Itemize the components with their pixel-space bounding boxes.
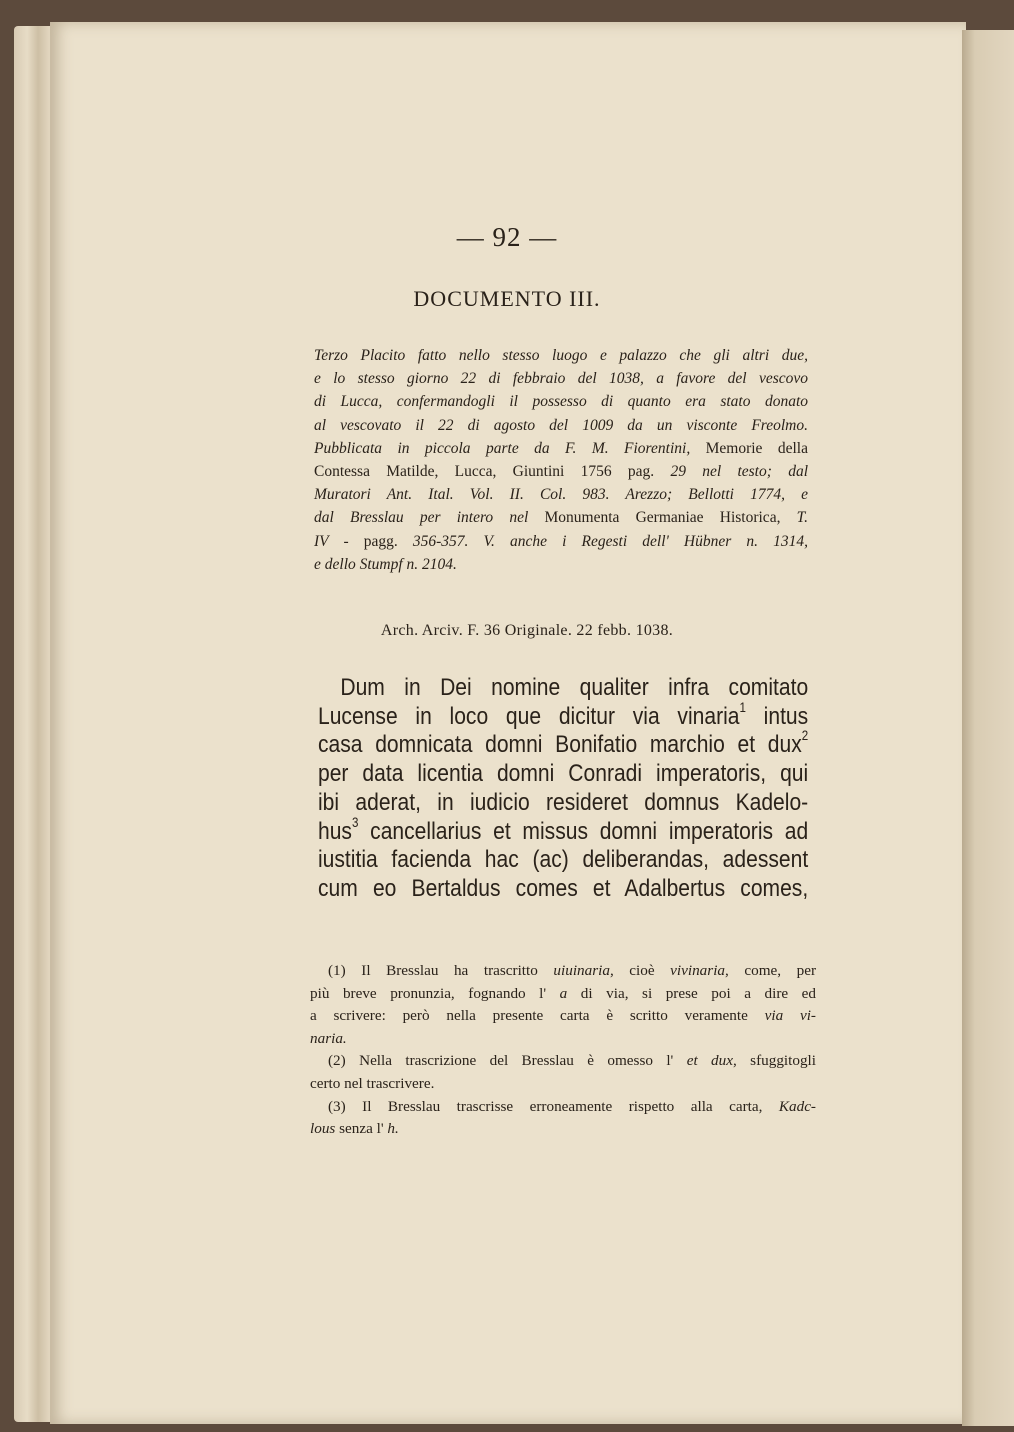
footnote-line-segment: via vi- [764,1007,816,1025]
summary-line-segment: Contessa Matilde, Lucca, Giuntini 1756 pag. [314,463,671,481]
summary-line-segment: Monumenta Germaniae Historica, [544,509,797,527]
footnote-line-segment: certo nel trascrivere. [310,1074,435,1092]
text-line-segment: casa domnicata domni Bonifatio marchio et dux [318,731,802,759]
summary-line-segment: pagg. [363,532,413,550]
footnote-line-segment: , come, per [725,962,817,979]
footnote-line [310,983,816,1006]
footnote-line-segment: (3) Il Bresslau trascrisse erroneamente rispetto alla carta, [328,1097,779,1115]
footnote-line [310,1118,816,1141]
footnote-line-segment: (2) Nella trascrizione del Bresslau è omesso l' [328,1052,687,1070]
footnote-line [310,1050,816,1073]
summary-line-segment: e lo stesso giorno 22 di febbraio del 1038, a favore del vescovo [314,370,808,388]
summary-line-segment: IV - [314,532,364,550]
summary-line [314,414,808,437]
footnote-line-segment: et dux [686,1052,733,1070]
footnote-line-segment: Kadc- [778,1097,816,1115]
summary-line-segment: Memorie della [705,439,808,457]
summary-line-segment: dal Bresslau per intero nel [314,509,545,527]
text-line [318,674,808,703]
footnote-line-segment: a [559,984,568,1002]
footnotes [310,960,816,1141]
text-line [318,875,808,904]
summary-line [314,367,808,390]
summary-line-segment: Pubblicata in piccola parte da F. M. Fiorentini, [314,439,706,457]
summary-line [314,437,808,460]
text-line [318,760,808,789]
footnote-line-segment: h. [387,1120,399,1138]
archive-reference: Arch. Arciv. F. 36 Originale. 22 febb. 1038. [380,622,674,639]
footnote-line-segment: , sfuggitogli [732,1052,816,1070]
footnote-marker: 1 [739,699,746,715]
summary-line-segment: e dello Stumpf n. 2104. [314,555,457,573]
text-line-segment: cum eo Bertaldus comes et Adalbertus comes, [318,874,809,902]
footnote-line-segment: naria. [310,1029,347,1047]
footnote-line-segment: , cioè [609,962,671,979]
latin-document-text [318,674,809,904]
text-line-segment: per data licentia domni Conradi imperatoris, qui [318,760,809,788]
text-line [318,789,808,818]
summary-line-segment: di Lucca, confermandogli il possesso di quanto era stato donato [314,393,808,411]
text-line-segment: cancellarius et missus domni imperatoris ad [358,817,809,845]
footnote-line-segment: uiuinaria [553,962,610,979]
summary-line [314,483,808,506]
summary-line [314,553,808,576]
text-line [318,814,809,847]
document-summary [314,344,808,576]
summary-line-segment: al vescovato il 22 di agosto del 1009 da un visconte Freolmo. [314,416,808,434]
footnote-line-segment: di via, si prese poi a dire ed [567,984,816,1002]
text-line-segment: intus [745,702,809,730]
summary-line-segment: Muratori Ant. Ital. Vol. II. Col. 983. Arezzo; Bellotti 1774, e [314,486,808,504]
footnote-marker: 2 [801,728,809,744]
footnote-line-segment: a scrivere: però nella presente carta è scritto veramente [310,1007,765,1025]
summary-line-segment: 29 nel testo; dal [670,463,808,481]
summary-line [314,506,808,529]
text-line-segment: iustitia facienda hac (ac) deliberandas, adessent [318,846,809,874]
text-line [318,699,809,732]
text-line-segment: hus [318,817,352,845]
summary-line [314,344,808,367]
text-line-segment: Dum in Dei nomine qualiter infra comitato [340,674,809,701]
text-line [318,846,808,875]
summary-line [314,530,808,553]
footnote-marker: 3 [351,814,359,830]
document-title: DOCUMENTO III. [413,286,601,311]
footnote-line-segment: senza l' [335,1120,388,1138]
footnote-line-segment: lous [310,1120,336,1138]
footnote-line [310,1005,816,1028]
summary-line [314,460,808,483]
summary-line-segment: T. [796,509,808,527]
summary-line-segment: 356-357. V. anche i Regesti dell' Hübner n. 1314, [412,532,809,550]
footnote-line [310,1096,816,1119]
summary-line-segment: Terzo Placito fatto nello stesso luogo e palazzo che gli altri due, [314,347,808,364]
footnote-line [310,1028,816,1051]
summary-line [314,390,808,413]
footnote-line-segment: più breve pronunzia, fognando l' [310,984,560,1002]
footnote-line [310,960,816,983]
footnote-line-segment: vivinaria [670,962,726,979]
footnote-line [310,1073,816,1096]
text-line-segment: Lucense in loco que dicitur via vinaria [318,702,740,730]
footnote-line-segment: (1) Il Bresslau ha trascritto [328,962,554,979]
text-line-segment: ibi aderat, in iudicio resideret domnus Kadelo- [318,788,809,816]
page-number: — 92 — [456,222,558,252]
text-line [318,728,809,760]
